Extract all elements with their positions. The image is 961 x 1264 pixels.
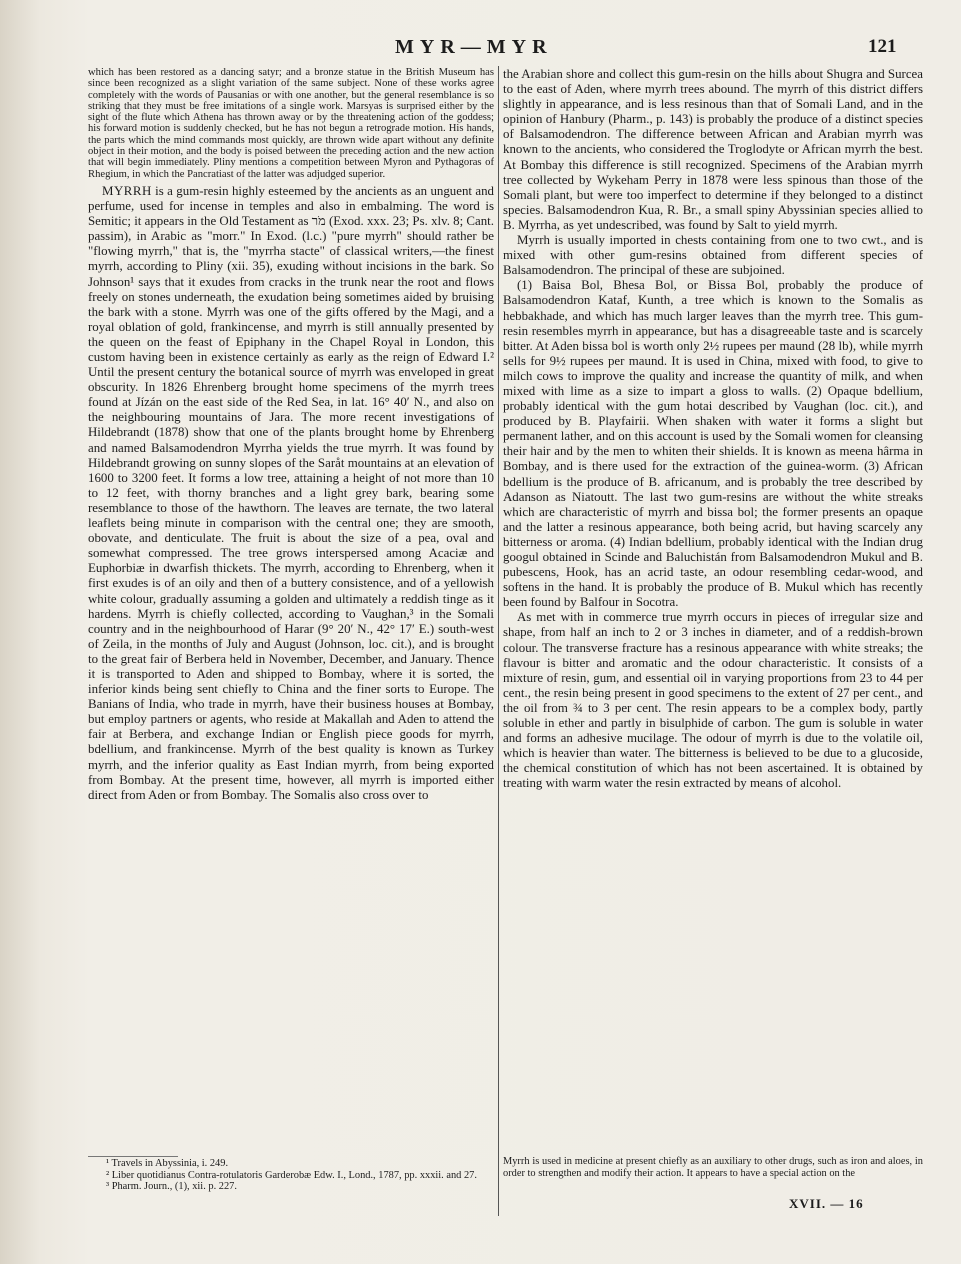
footnote-1: ¹ Travels in Abyssinia, i. 249. bbox=[106, 1158, 229, 1169]
footnotes bbox=[88, 1158, 494, 1193]
myrrh-headword: MYRRH bbox=[102, 183, 152, 198]
paragraph-commerce: As met with in commerce true myrrh occurs in pieces of irregular size and shape, from half an inch to 2 or 3 inches in diameter, and of a reddish-brown colour. The transverse fracture has a resinous appearance with white streaks; the flavour is bitter and aromatic and the odour characteristic. It consists of a mixture of resin, gum, and essential oil in varying proportions from 23 to 44 per cent., the resin being present in good specimens to the extent of 27 per cent., and the oil from ¾ to 3 per cent. The resin appears to be a complex body, partly soluble in ether and partly in bisulphide of carbon. The gum is soluble in water and forms an adhesive mucilage. The odour of myrrh is due to the volatile oil, which is heavier than water. The bitterness is believed to be due to a glucoside, the chemical constitution of which has not been ascertained. It is obtained by treating with warm water the resin extracted by means of alcohol. bbox=[503, 610, 923, 791]
running-title: MYR—MYR bbox=[395, 36, 553, 58]
paragraph-imports: Myrrh is usually imported in chests containing from one to two cwt., and is mixed with other gum-resins obtained from different species of Balsamodendron. The principal of these are subjoined. bbox=[503, 233, 923, 278]
left-column bbox=[88, 67, 494, 1150]
footnote-3: ³ Pharm. Journ., (1), xii. p. 227. bbox=[106, 1181, 237, 1192]
myrrh-article-text: is a gum-resin highly esteemed by the ancients as an unguent and perfume, used for incense in temples and also in embalming. The word is Semitic; it appears in the Old Testament as מֹר (Exod. xxx. 23; Ps. xlv. 8; Cant. passim), in Arabic as "morr." In Exod. (l.c.) "pure myrrh" should rather be "flowing myrrh," that is, the "myrrha stacte" of classical writers,—the finest myrrh, according to Pliny (xii. 35), exuding without incisions in the bark. So Johnson¹ says that it exudes from cracks in the trunk near the root and flows freely on stones underneath, the exudation being sometimes aided by bruising the bark with a stone. Myrrh was one of the gifts offered by the Magi, and a royal oblation of gold, frankincense, and myrrh is still annually presented by the queen on the feast of Epiphany in the Chapel Royal in London, this custom having been in existence certainly as early as the reign of Edward I.² Until the present century the botanical source of myrrh was enveloped in great obscurity. In 1826 Ehrenberg brought home specimens of the myrrh trees found at Jízán on the east side of the Red Sea, in lat. 16° 40′ N., and also on the neighbouring mountains of Jara. The more recent investigations of Hildebrandt (1878) show that one of the plants brought home by Ehrenberg and named Balsamodendron Myrrha yields the true myrrh. It was found by Hildebrandt growing on sunny slopes of the Saråt mountains at an elevation of 1600 to 3200 feet. It forms a low tree, attaining a height of not more than 10 to 12 feet, with thorny branches and a light grey bark, bearing some resemblance to those of the hawthorn. The leaves are ternate, the two lateral leaflets being minute in comparison with the central one; they are smooth, obovate, and denticulate. The fruit is about the size of a pea, oval and somewhat compressed. The tree grows interspersed among Acaciæ and Euphorbiæ in dwarfish thickets. The myrrh, according to Ehrenberg, when it first exudes is of an oily and then of a buttery consistence, and of a yellowish white colour, gradually assuming a golden and ultimately a reddish tinge as it hardens. Myrrh is chiefly collected, according to Vaughan,³ in the Somali country and in the neighbourhood of Harar (9° 20′ N., 42° 17′ E.) south-west of Zeila, in the months of July and August (Johnson, loc. cit.), and is brought to the great fair of Berbera held in November, December, and January. Thence it is transported to Aden and shipped to Bombay, where it is sorted, the inferior kinds being sent chiefly to China and the finer sorts to Europe. The Banians of India, who trade in myrrh, have their business houses at Bombay, but employ partners or agents, who reside at Makallah and Aden to attend the fair at Berbera, and exchange Indian or English piece goods for myrrh, bdellium, and frankincense. Myrrh of the best quality is known as Turkey myrrh, and the inferior quality as East Indian myrrh, from being exported from Bombay. At the present time, however, all myrrh is imported either direct from Aden or from Bombay. The Somalis also cross over to bbox=[88, 183, 494, 802]
myrrh-article-paragraph bbox=[88, 184, 494, 803]
signature-mark: XVII. — 16 bbox=[789, 1196, 864, 1211]
myron-continued-paragraph: which has been restored as a dancing satyr; and a bronze statue in the British Museum has since been recognized as a slight variation of the same subject. None of these works agree completely with the words of Pausanias or with one another, but the general resemblance is so striking that they must be free imitations of a single work. Marsyas is surprised either by the sight of the flute which Athena has thrown away or by the threatening action of the goddess; his forward motion is suddenly checked, but he has not begun a retrograde motion. His hands, the parts which the mind commands most quickly, are thrown wide apart without any definite object in their motion, and the body is poised between the preceding action and the new action that will begin immediately. Pliny mentions a competition between Myron and Pythagoras of Rhegium, in which the Pancratiast of the latter was adjudged superior. bbox=[88, 67, 494, 180]
footnote-2: ² Liber quotidianus Contra-rotulatoris Garderobæ Edw. I., Lond., 1787, pp. xxxii. and 27. bbox=[106, 1169, 477, 1181]
page-header bbox=[0, 36, 961, 60]
medicine-paragraph: Myrrh is used in medicine at present chiefly as an auxiliary to other drugs, such as iron and aloes, in order to strengthen and modify their action. It appears to have a special action on the bbox=[503, 1156, 923, 1179]
page-number: 121 bbox=[868, 36, 897, 57]
right-column bbox=[503, 67, 923, 1150]
paragraph-arabian-myrrh: the Arabian shore and collect this gum-resin on the hills about Shugra and Surcea to the east of Aden, where myrrh trees abound. The myrrh of this district differs slightly in appearance, and is less resinous than that of Somali Land, and in the opinion of Hanbury (Pharm., p. 143) is probably the produce of a distinct species of Balsamodendron. The difference between African and Arabian myrrh was known to the ancients, who considered the Troglodyte or African myrrh the best. At Bombay this difference is still recognized. Specimens of the Arabian myrrh tree collected by Wykeham Perry in 1878 were less spinous than those of the Somali plant, but were too imperfect to determine if they belonged to a distinct species. Balsamodendron Kua, R. Br., a small spiny Abyssinian species allied to B. Myrrha, as yet undescribed, was found by Salt to yield myrrh. bbox=[503, 67, 923, 232]
column-rule bbox=[498, 66, 499, 1216]
paragraph-gum-resins: (1) Baisa Bol, Bhesa Bol, or Bissa Bol, probably the produce of Balsamodendron Kataf, Kunth, a tree which is known to the Somalis as hebbakhade, and which has much larger leaves than the myrrh tree. This gum-resin resembles myrrh in appearance, but has a disagreeable taste and is scarcely bitter. At Aden bissa bol is worth only 2½ rupees per maund (28 lb), while myrrh sells for 9½ rupees per maund. It is used in China, mixed with food, to give to milch cows to improve the quality and increase the quantity of milk, and when mixed with lime as a size to impart a gloss to walls. (2) Opaque bdellium, probably identical with the gum hotai described by Vaughan (loc. cit.), and produced by B. Playfairii. When shaken with water it forms a slight but permanent lather, and on this account is used by the Somali women for cleansing their hair and by the men to whiten their shields. It is known as meena hârma in Bombay, and is there used for the extraction of the guinea-worm. (3) African bdellium is the produce of B. africanum, and is probably the tree described by Adanson as Niatoutt. The last two gum-resins are without the white streaks which are characteristic of myrrh and bissa bol; the former presents an opaque and the latter a resinous appearance, both being acrid, but having scarcely any bitterness or aroma. (4) Indian bdellium, probably identical with the Indian drug googul obtained in Scinde and Baluchistán from Balsamodendron Mukul and B. pubescens, Hook, has an acrid taste, an odour resembling cedar-wood, and softens in the hand. It is probably the produce of B. Mukul which has recently been found by Balfour in Socotra. bbox=[503, 278, 923, 610]
footnote-rule bbox=[88, 1156, 178, 1157]
